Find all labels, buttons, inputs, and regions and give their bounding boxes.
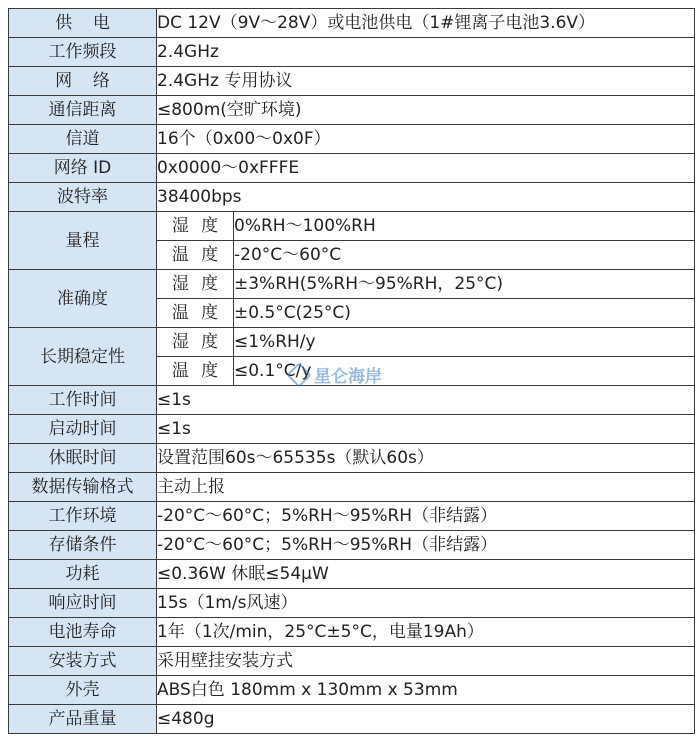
sub-value: ±3%RH(5%RH～95%RH，25°C) bbox=[234, 270, 695, 299]
row-label: 存储条件 bbox=[9, 531, 157, 560]
table-row bbox=[9, 589, 695, 618]
row-value: ≤0.36W 休眠≤54μW bbox=[157, 560, 695, 589]
row-label: 长期稳定性 bbox=[9, 328, 157, 386]
table-row bbox=[9, 415, 695, 444]
sub-label: 湿 度 bbox=[157, 270, 234, 299]
table-row bbox=[9, 676, 695, 705]
table-row bbox=[9, 502, 695, 531]
table-row bbox=[9, 9, 695, 38]
table-row bbox=[9, 183, 695, 212]
row-value: DC 12V（9V～28V）或电池供电（1#锂离子电池3.6V） bbox=[157, 9, 695, 38]
row-label: 波特率 bbox=[9, 183, 157, 212]
row-label: 供 电 bbox=[9, 9, 157, 38]
row-label: 通信距离 bbox=[9, 96, 157, 125]
sub-label: 湿 度 bbox=[157, 328, 234, 357]
table-row bbox=[9, 473, 695, 502]
sub-label: 温 度 bbox=[157, 357, 234, 386]
table-row bbox=[9, 444, 695, 473]
row-label: 信道 bbox=[9, 125, 157, 154]
table-row bbox=[9, 386, 695, 415]
sub-value: 0%RH～100%RH bbox=[234, 212, 695, 241]
row-value: 设置范围60s～65535s（默认60s） bbox=[157, 444, 695, 473]
table-row bbox=[9, 560, 695, 589]
table-row bbox=[9, 531, 695, 560]
row-label: 安装方式 bbox=[9, 647, 157, 676]
row-label: 启动时间 bbox=[9, 415, 157, 444]
row-label: 网络 ID bbox=[9, 154, 157, 183]
row-value: 1年（1次/min，25°C±5°C，电量19Ah） bbox=[157, 618, 695, 647]
spec-table-container bbox=[8, 8, 694, 734]
row-value: 2.4GHz 专用协议 bbox=[157, 67, 695, 96]
sub-value: ≤1%RH/y bbox=[234, 328, 695, 357]
row-label: 功耗 bbox=[9, 560, 157, 589]
row-value: ≤800m(空旷环境) bbox=[157, 96, 695, 125]
row-value: 16个（0x00～0x0F） bbox=[157, 125, 695, 154]
row-label: 外壳 bbox=[9, 676, 157, 705]
sub-value: -20°C～60°C bbox=[234, 241, 695, 270]
row-label: 量程 bbox=[9, 212, 157, 270]
row-value: ≤480g bbox=[157, 705, 695, 734]
sub-value: ≤0.1°C/y bbox=[234, 357, 695, 386]
row-value: 主动上报 bbox=[157, 473, 695, 502]
row-value: 2.4GHz bbox=[157, 38, 695, 67]
sub-label: 湿 度 bbox=[157, 212, 234, 241]
table-row bbox=[9, 38, 695, 67]
row-label: 数据传输格式 bbox=[9, 473, 157, 502]
row-label: 电池寿命 bbox=[9, 618, 157, 647]
spec-table bbox=[8, 8, 695, 734]
row-value: 15s（1m/s风速） bbox=[157, 589, 695, 618]
table-row bbox=[9, 328, 695, 357]
table-row bbox=[9, 270, 695, 299]
row-label: 工作频段 bbox=[9, 38, 157, 67]
sub-label: 温 度 bbox=[157, 299, 234, 328]
row-value: 0x0000～0xFFFE bbox=[157, 154, 695, 183]
table-row bbox=[9, 705, 695, 734]
sub-label: 温 度 bbox=[157, 241, 234, 270]
row-label: 准确度 bbox=[9, 270, 157, 328]
row-label: 响应时间 bbox=[9, 589, 157, 618]
row-value: -20°C～60°C；5%RH～95%RH（非结露） bbox=[157, 531, 695, 560]
table-row bbox=[9, 96, 695, 125]
table-row bbox=[9, 212, 695, 241]
table-row bbox=[9, 647, 695, 676]
row-value: -20°C～60°C；5%RH～95%RH（非结露） bbox=[157, 502, 695, 531]
row-label: 休眠时间 bbox=[9, 444, 157, 473]
table-row bbox=[9, 154, 695, 183]
sub-value: ±0.5°C(25°C) bbox=[234, 299, 695, 328]
row-value: 38400bps bbox=[157, 183, 695, 212]
table-row bbox=[9, 67, 695, 96]
row-value: ≤1s bbox=[157, 386, 695, 415]
row-value: 采用壁挂安装方式 bbox=[157, 647, 695, 676]
row-value: ≤1s bbox=[157, 415, 695, 444]
row-label: 工作环境 bbox=[9, 502, 157, 531]
table-row bbox=[9, 125, 695, 154]
watermark-text: 星仑海岸 bbox=[314, 367, 382, 387]
row-label: 网 络 bbox=[9, 67, 157, 96]
row-label: 产品重量 bbox=[9, 705, 157, 734]
row-value: ABS白色 180mm x 130mm x 53mm bbox=[157, 676, 695, 705]
row-label: 工作时间 bbox=[9, 386, 157, 415]
table-row bbox=[9, 618, 695, 647]
